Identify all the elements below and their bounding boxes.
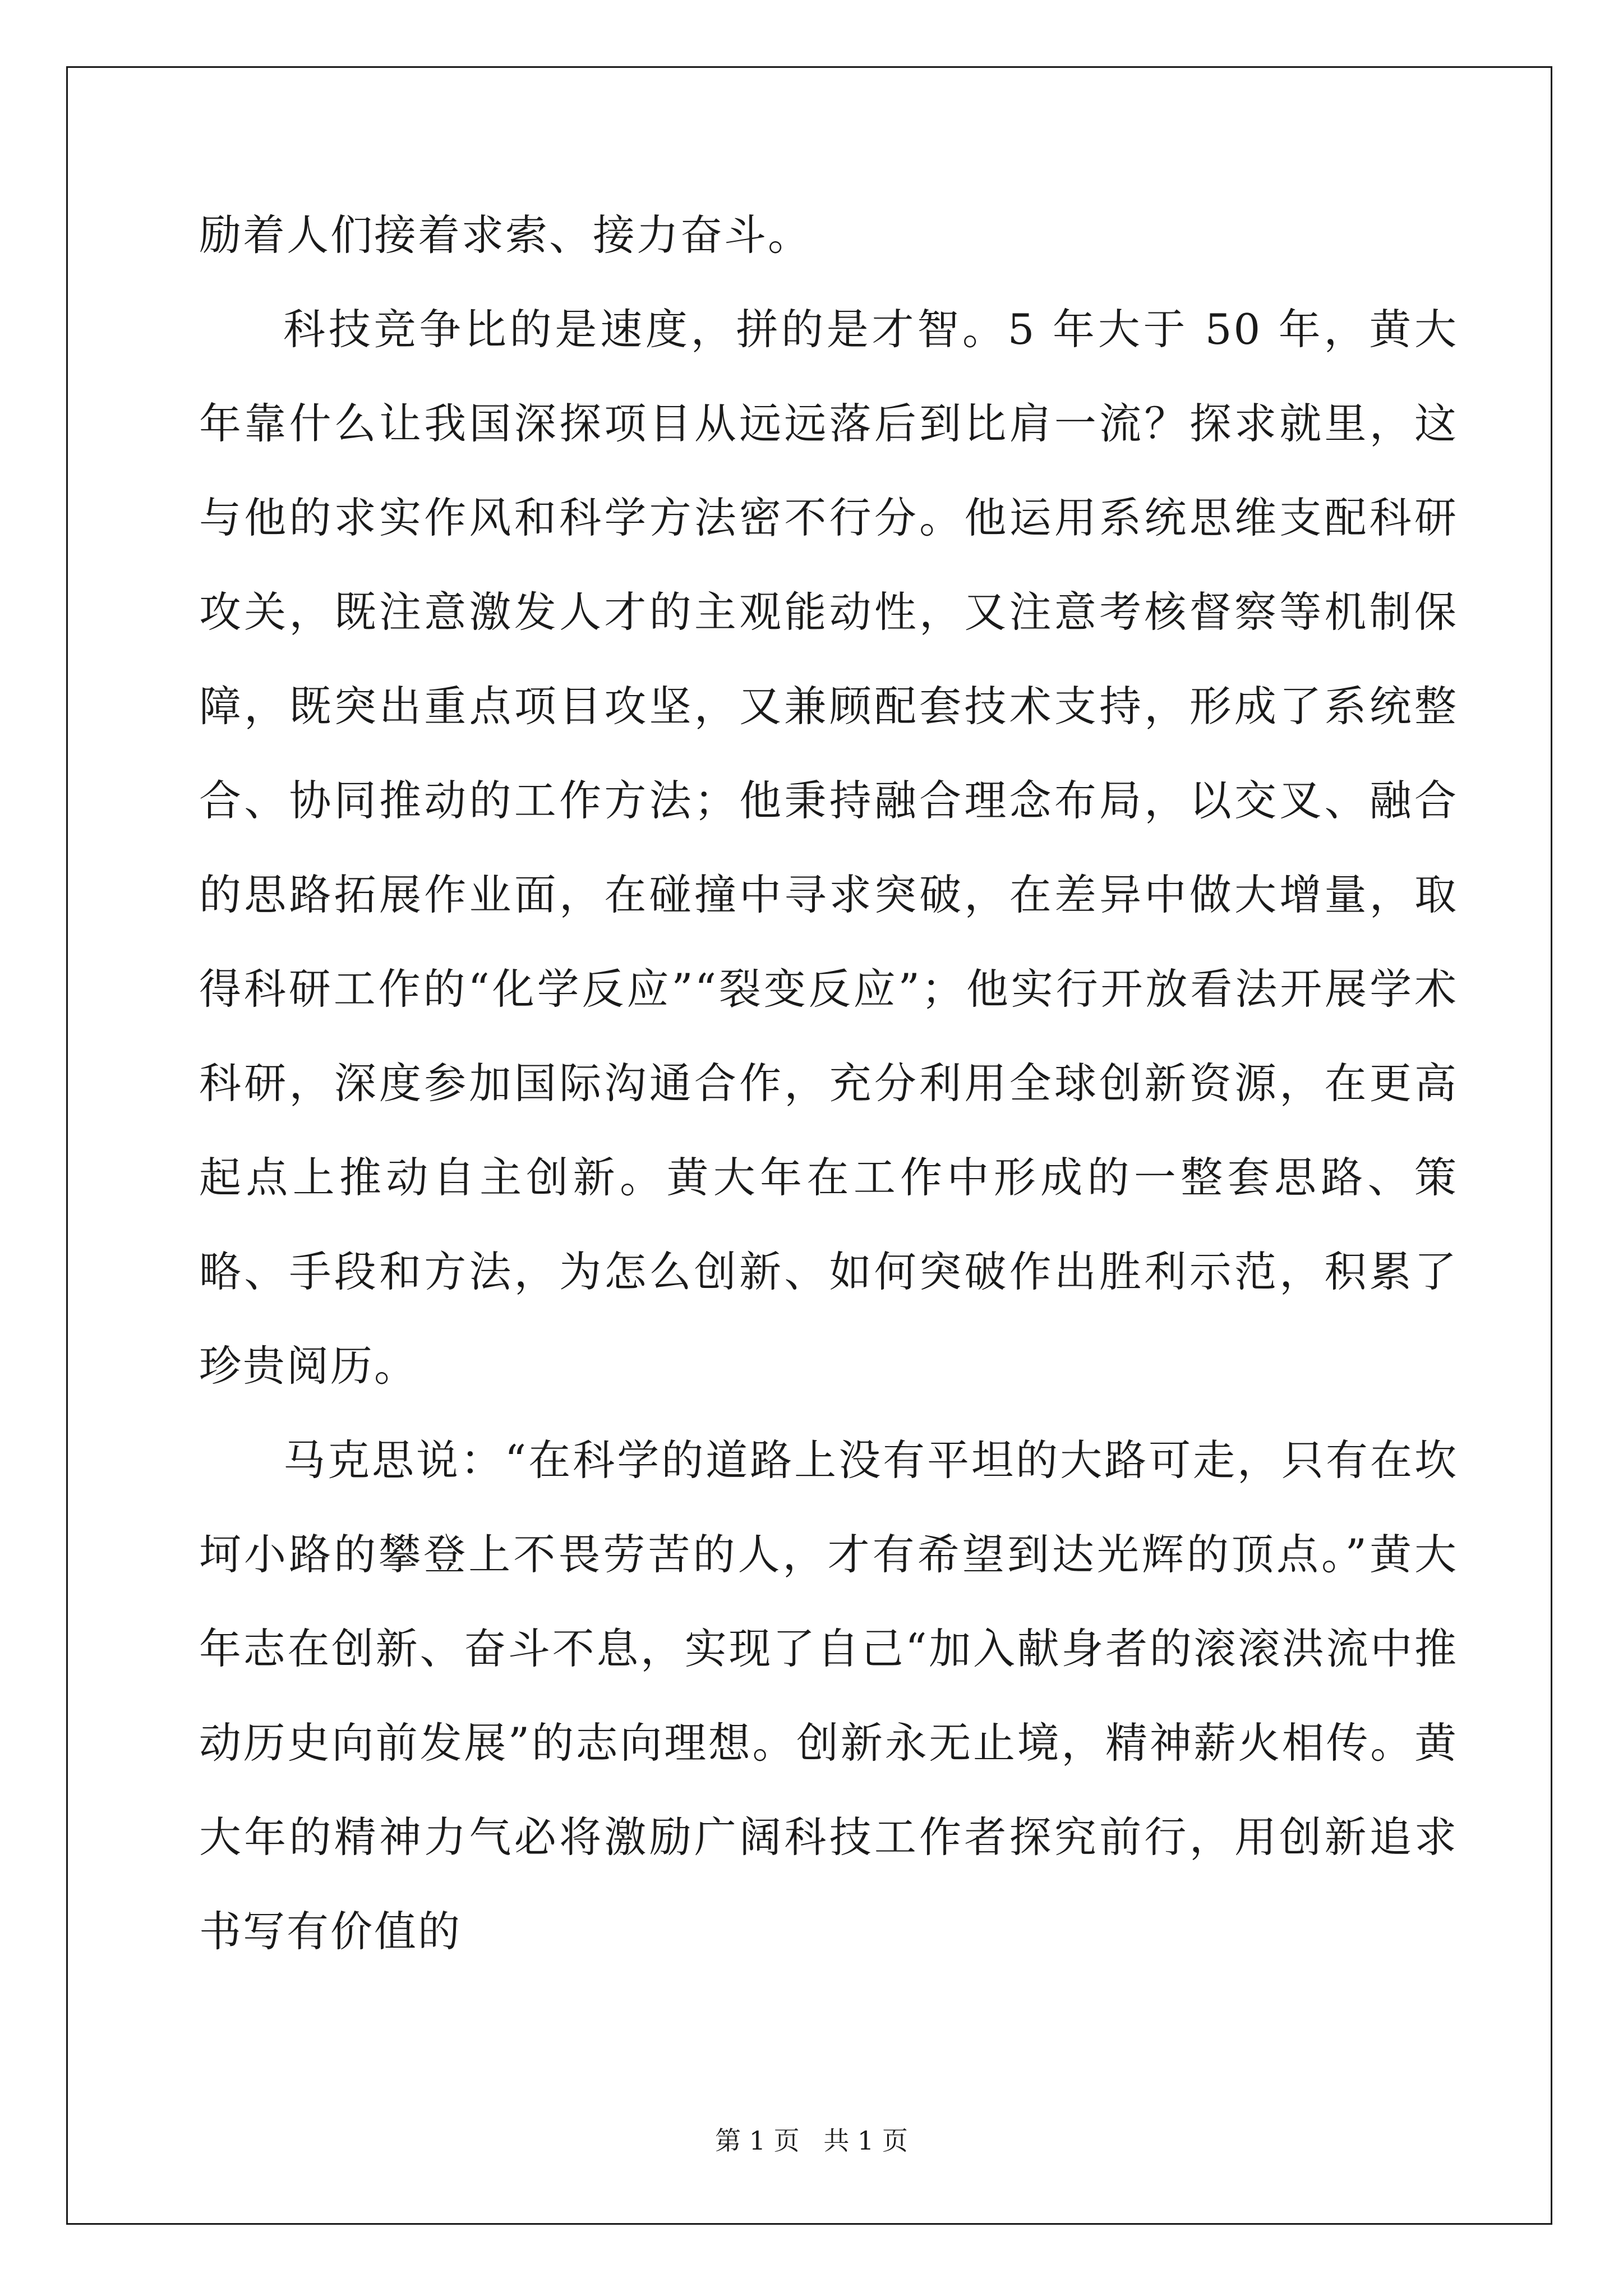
paragraph-2: 科技竞争比的是速度，拼的是才智。5 年大于 50 年，黄大年靠什么让我国深探项目从远远落后到比肩一流？探求就里，这与他的求实作风和科学方法密不行分。他运用系统思维支配科研攻关，既注意激发人才的主观能动性，又注意考核督察等机制保障，既突出重点项目攻坚，又兼顾配套技术支持，形成了系统整合、协同推动的工作方法；他秉持融合理念布局，以交叉、融合的思路拓展作业面，在碰撞中寻求突破，在差异中做大增量，取得科研工作的“化学反应”“裂变反应”；他实行开放看法开展学术科研，深度参加国际沟通合作，充分利用全球创新资源，在更高起点上推动自主创新。黄大年在工作中形成的一整套思路、策略、手段和方法，为怎么创新、如何突破作出胜利示范，积累了珍贵阅历。 [199,305,1458,1391]
page-total: 共 1 页 [823,2125,908,2156]
body-text [199,188,1458,1978]
page-number: 第 1 页 [715,2125,800,2156]
paragraph-3: 马克思说：“在科学的道路上没有平坦的大路可走，只有在坎坷小路的攀登上不畏劳苦的人，才有希望到达光辉的顶点。”黄大年志在创新、奋斗不息，实现了自己“加入献身者的滚滚洪流中推动历史向前发展”的志向理想。创新永无止境，精神薪火相传。黄大年的精神力气必将激励广阔科技工作者探究前行，用创新追求书写有价值的 [199,1435,1458,1956]
page-footer [0,2120,1623,2157]
paragraph-1: 励着人们接着求索、接力奋斗。 [199,210,812,260]
